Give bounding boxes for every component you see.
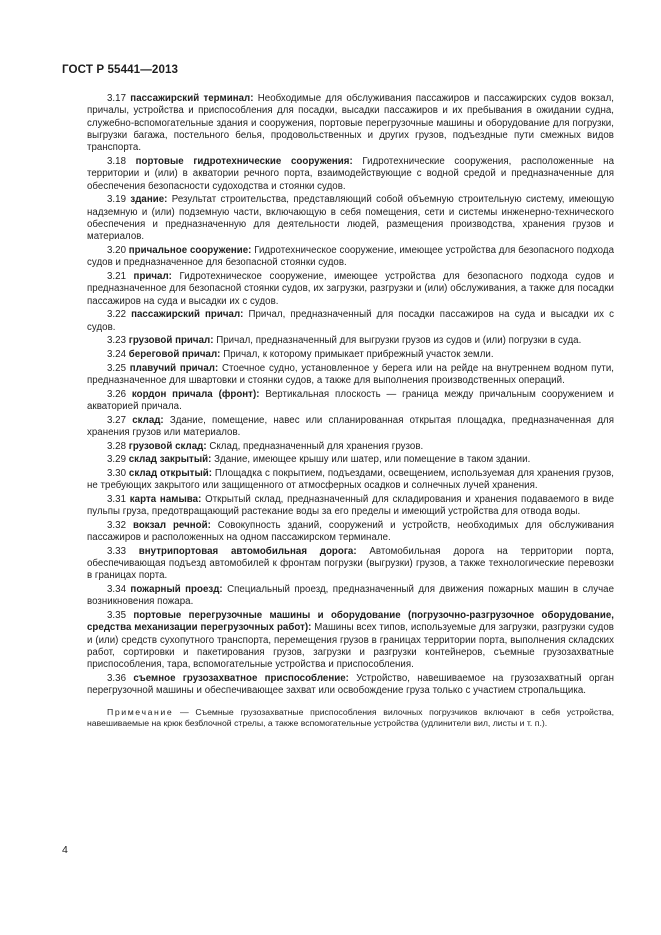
term: пассажирский причал: [131, 309, 244, 321]
clause-number: 3.23 [107, 335, 127, 347]
definition-text: Гидротехническое сооружение, имеющее устройства для безопасного подхода судов и предназначенное для безопасной стоянки судов. [87, 245, 614, 269]
definition-3-33 [87, 546, 614, 583]
definition-text: Причал, к которому примыкает прибрежный участок земли. [223, 348, 494, 360]
definitions-list [87, 93, 614, 738]
clause-number: 3.26 [107, 388, 127, 400]
definition-text: Причал, предназначенный для посадки пассажиров на суда и высадки их с судов. [87, 309, 614, 333]
term: грузовой причал: [128, 335, 214, 347]
term: кордон причала (фронт): [131, 388, 260, 400]
term: внутрипортовая автомобильная дорога: [138, 545, 357, 557]
term: причал: [133, 271, 172, 282]
term: береговой причал: [128, 348, 221, 360]
clause-number: 3.32 [107, 519, 127, 531]
definition-text: Устройство, навешиваемое на грузозахватный орган перегрузочной машины и обеспечивающее захват или освобождение груза только с участием стропальщика. [87, 673, 614, 697]
definition-3-18 [87, 156, 614, 193]
clause-number: 3.24 [107, 348, 127, 360]
definition-3-29 [87, 454, 614, 466]
term: съемное грузозахватное приспособление: [133, 673, 349, 685]
definition-text: Склад, предназначенный для хранения грузов. [209, 440, 424, 452]
definition-3-34 [87, 584, 614, 609]
definition-text: Вертикальная плоскость — граница между причальным сооружением и акваторией причала. [87, 388, 614, 412]
term: склад: [132, 414, 164, 426]
clause-number: 3.25 [107, 362, 127, 374]
clause-number: 3.20 [107, 245, 127, 257]
definition-text: Здание, помещение, навес или спланированная открытая площадка, предназначенная для хранения грузов или материалов. [87, 414, 615, 438]
definition-3-36 [87, 673, 614, 698]
term: грузовой склад: [128, 440, 207, 452]
definition-3-19 [87, 194, 614, 243]
clause-number: 3.36 [107, 673, 127, 685]
definition-3-22 [87, 309, 614, 334]
definition-text: Совокупность зданий, сооружений и устройств, необходимых для обслуживания пассажиров и расположенных на одном пассажирском терминале. [87, 519, 615, 544]
definition-text: Машины всех типов, используемые для загрузки, разгрузки судов и (или) средств сухопутного транспорта, перемещения грузов в границах территории порта, выполнения складских работ, сортировки и пакетирования грузов, загрузки и разгрузки контейнеров, съемные грузозахватные приспособления, тара, вспомогательные устройства и приспособления. [87, 622, 614, 671]
definition-text: Открытый склад, предназначенный для складирования и хранения подаваемого в виде пульпы груза, предотвращающий растекание воды за его пределы и имеющий устройства для отвода воды. [87, 493, 615, 518]
definition-text: Стоечное судно, установленное у берега или на рейде на внутреннем водном пути, предназначенное для швартовки и стоянки судов, а также для выполнения производственных операций. [87, 362, 615, 386]
definition-3-25 [87, 363, 614, 388]
clause-number: 3.30 [107, 467, 127, 479]
definition-3-21 [87, 271, 614, 308]
term: пожарный проезд: [130, 584, 223, 596]
standard-header: ГОСТ Р 55441—2013 [62, 63, 179, 76]
clause-number: 3.34 [107, 584, 127, 596]
definition-text: Гидротехническое сооружение, имеющее устройства для безопасного подхода судов и предназначенное для безопасной стоянки судов, их загрузки, разгрузки и (или) обслуживания, а также для посадки пассажиров на суда и высадки их с судов. [87, 271, 615, 307]
definition-3-28 [87, 441, 614, 453]
clause-number: 3.21 [107, 271, 127, 282]
definition-text: Результат строительства, представляющий собой объемную строительную систему, имеющую надземную и (или) подземную части, включающую в себя помещения, сети и системы инженерно-технического обеспечения и предназначенную для деятельности людей, размещения производства, хранения грузов и материалов. [87, 194, 615, 243]
definition-text: Здание, имеющее крышу или шатер, или помещение в таком здании. [214, 454, 531, 466]
definition-3-31 [87, 494, 614, 519]
definition-text: Гидротехнические сооружения, расположенные на территории и (или) в акватории речного порта, взаимодействующие с водной средой и предназначенные для обеспечения безопасности судоходства и стоянки судов. [87, 156, 614, 192]
term: вокзал речной: [132, 519, 211, 531]
definition-3-17 [87, 93, 614, 155]
note-text: — Съемные грузозахватные приспособления вилочных погрузчиков включают в себя устройства, навешиваемые на крюк безблочной стрелы, а также вспомогательные устройства (удлинители вил, листы и т. п.). [87, 706, 614, 729]
clause-number: 3.31 [107, 493, 127, 505]
definition-3-23 [87, 335, 614, 347]
clause-number: 3.27 [107, 414, 127, 426]
term: карта намыва: [129, 493, 202, 505]
term: склад открытый: [128, 467, 213, 479]
definition-text: Площадка с покрытием, подъездами, освещением, используемая для хранения грузов, не требующих закрытого или защищенного от атмосферных осадков и солнечных лучей хранения. [87, 467, 615, 492]
clause-number: 3.33 [107, 545, 127, 557]
term: причальное сооружение: [128, 245, 252, 257]
note-label: Примечание [107, 706, 174, 717]
definition-3-32 [87, 520, 614, 545]
definition-3-30 [87, 468, 614, 493]
clause-number: 3.18 [107, 156, 127, 168]
term: здание: [130, 194, 168, 206]
definition-text: Специальный проезд, предназначенный для движения пожарных машин в случае возникновения пожара. [87, 584, 615, 608]
clause-number: 3.22 [107, 309, 127, 321]
note [87, 707, 614, 730]
definition-3-27 [87, 415, 614, 440]
term: плавучий причал: [129, 362, 219, 374]
term: портовые перегрузочные машины и оборудование (погрузочно-разгрузочное оборудование, средства механизации перегрузочных работ): [87, 610, 614, 634]
clause-number: 3.17 [107, 93, 127, 104]
definition-text: Автомобильная дорога на территории порта, обеспечивающая подъезд автомобилей к фронтам погрузки (выгрузки) грузов, а также технологические перевозки в границах порта. [87, 545, 615, 582]
definition-3-26 [87, 389, 614, 414]
page-number: 4 [62, 844, 68, 856]
term: портовые гидротехнические сооружения: [135, 156, 353, 168]
definition-text: Причал, предназначенный для выгрузки грузов из судов и (или) погрузки в суда. [216, 335, 582, 347]
term: склад закрытый: [128, 454, 212, 466]
definition-3-35 [87, 610, 614, 672]
clause-number: 3.35 [107, 610, 127, 622]
clause-number: 3.19 [107, 194, 127, 206]
term: пассажирский терминал: [130, 93, 254, 104]
definition-3-20 [87, 245, 614, 270]
clause-number: 3.28 [107, 440, 127, 452]
clause-number: 3.29 [107, 454, 127, 466]
definition-text: Необходимые для обслуживания пассажиров и пассажирских судов вокзал, причалы, устройства и приспособления для посадки, высадки пассажиров и их пребывания в ожидании судна, служебно-вспомогательные здания и сооружения, портовые перегрузочные машины и оборудование для погрузки, выгрузки багажа, постельного белья, продовольственных и других грузов, подъездные пути смежных видов транспорта. [87, 93, 615, 154]
definition-3-24 [87, 349, 614, 361]
